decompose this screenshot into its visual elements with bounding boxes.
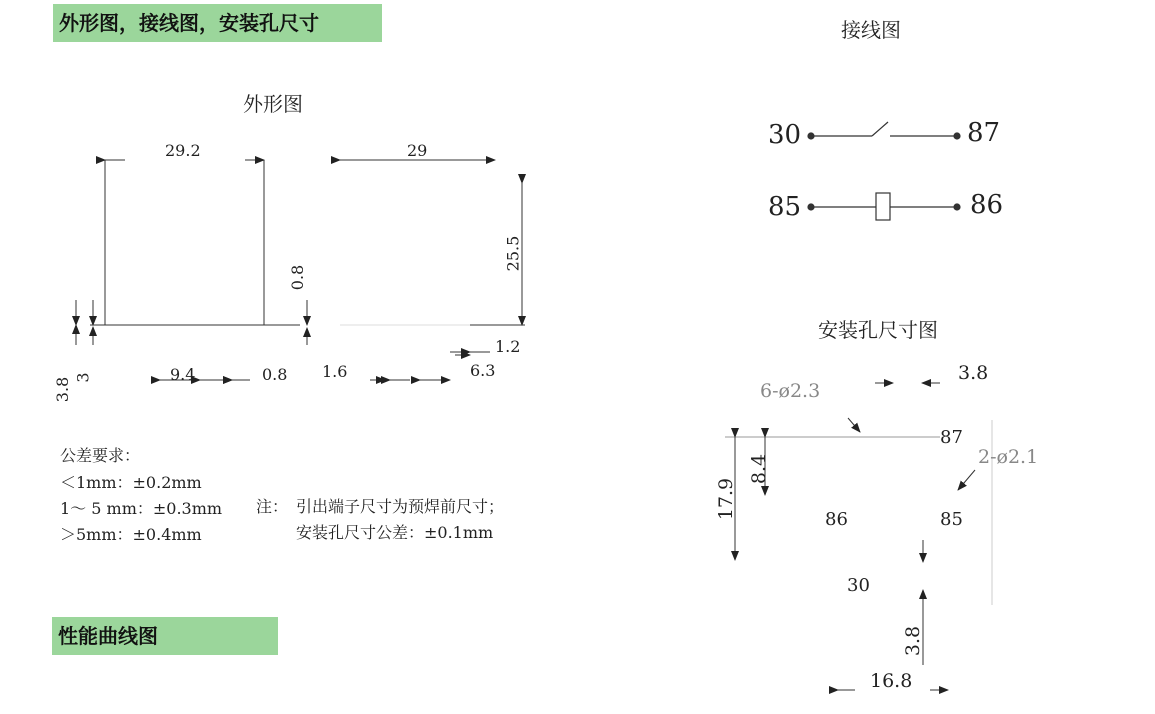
wiring-drawing: [808, 122, 960, 220]
mount-pin-85: 85: [940, 509, 963, 530]
dim-foot-b: 3: [73, 372, 93, 383]
note-label: 注：: [256, 497, 289, 516]
tolerance-line-2: 1～ 5 mm：±0.3mm: [60, 499, 223, 518]
dim-pin-offset: 1.2: [495, 337, 521, 356]
dim-bottom-h: 16.8: [870, 670, 913, 692]
terminal-dot: [954, 133, 960, 139]
dim-left-inner: 8.4: [748, 453, 771, 485]
outline-title: 外形图: [243, 92, 303, 116]
tolerance-heading: 公差要求：: [60, 446, 141, 465]
dim-top: 3.8: [958, 362, 989, 384]
mount-pin-30: 30: [847, 575, 870, 596]
dim-pitch-a: 9.4: [170, 365, 196, 384]
dim-pin-w: 0.8: [262, 365, 288, 384]
dim-bottom-v: 3.8: [902, 625, 925, 657]
pin-85-label: 85: [768, 192, 802, 222]
section-header-performance: 性能曲线图: [52, 617, 278, 655]
holes-b-label: 2-ø2.1: [978, 446, 1039, 468]
tolerance-line-1: ＜1mm：±0.2mm: [60, 473, 202, 492]
tolerance-line-3: ＞5mm：±0.4mm: [60, 525, 202, 544]
dim-left-outer: 17.9: [715, 477, 738, 521]
dim-pin-wide: 6.3: [470, 361, 496, 380]
pin-87-label: 87: [967, 118, 1001, 148]
terminal-dot: [954, 204, 960, 210]
note-line-2: 安装孔尺寸公差：±0.1mm: [296, 523, 494, 542]
dim-pin-gap: 1.6: [322, 362, 348, 381]
dim-height: 25.5: [503, 235, 523, 272]
dim-foot-a: 3.8: [53, 376, 73, 403]
holes-a-label: 6-ø2.3: [760, 380, 821, 402]
dim-width-left: 29.2: [165, 141, 201, 160]
coil-symbol: [876, 193, 890, 220]
note-line-1: 引出端子尺寸为预焊前尺寸；: [296, 497, 505, 516]
section-header-outline: 外形图，接线图，安装孔尺寸: [53, 4, 382, 42]
mount-pin-86: 86: [825, 509, 848, 530]
dim-width-right: 29: [407, 141, 428, 160]
pin-30-label: 30: [768, 120, 802, 150]
wiring-title: 接线图: [841, 18, 901, 42]
switch-contact: [872, 122, 888, 136]
pin-86-label: 86: [970, 190, 1004, 220]
mounting-title: 安装孔尺寸图: [818, 318, 938, 342]
leader-line: [958, 470, 975, 490]
dim-pin-thickness: 0.8: [288, 264, 308, 291]
mount-pin-87: 87: [940, 427, 963, 448]
leader-line: [848, 418, 860, 432]
